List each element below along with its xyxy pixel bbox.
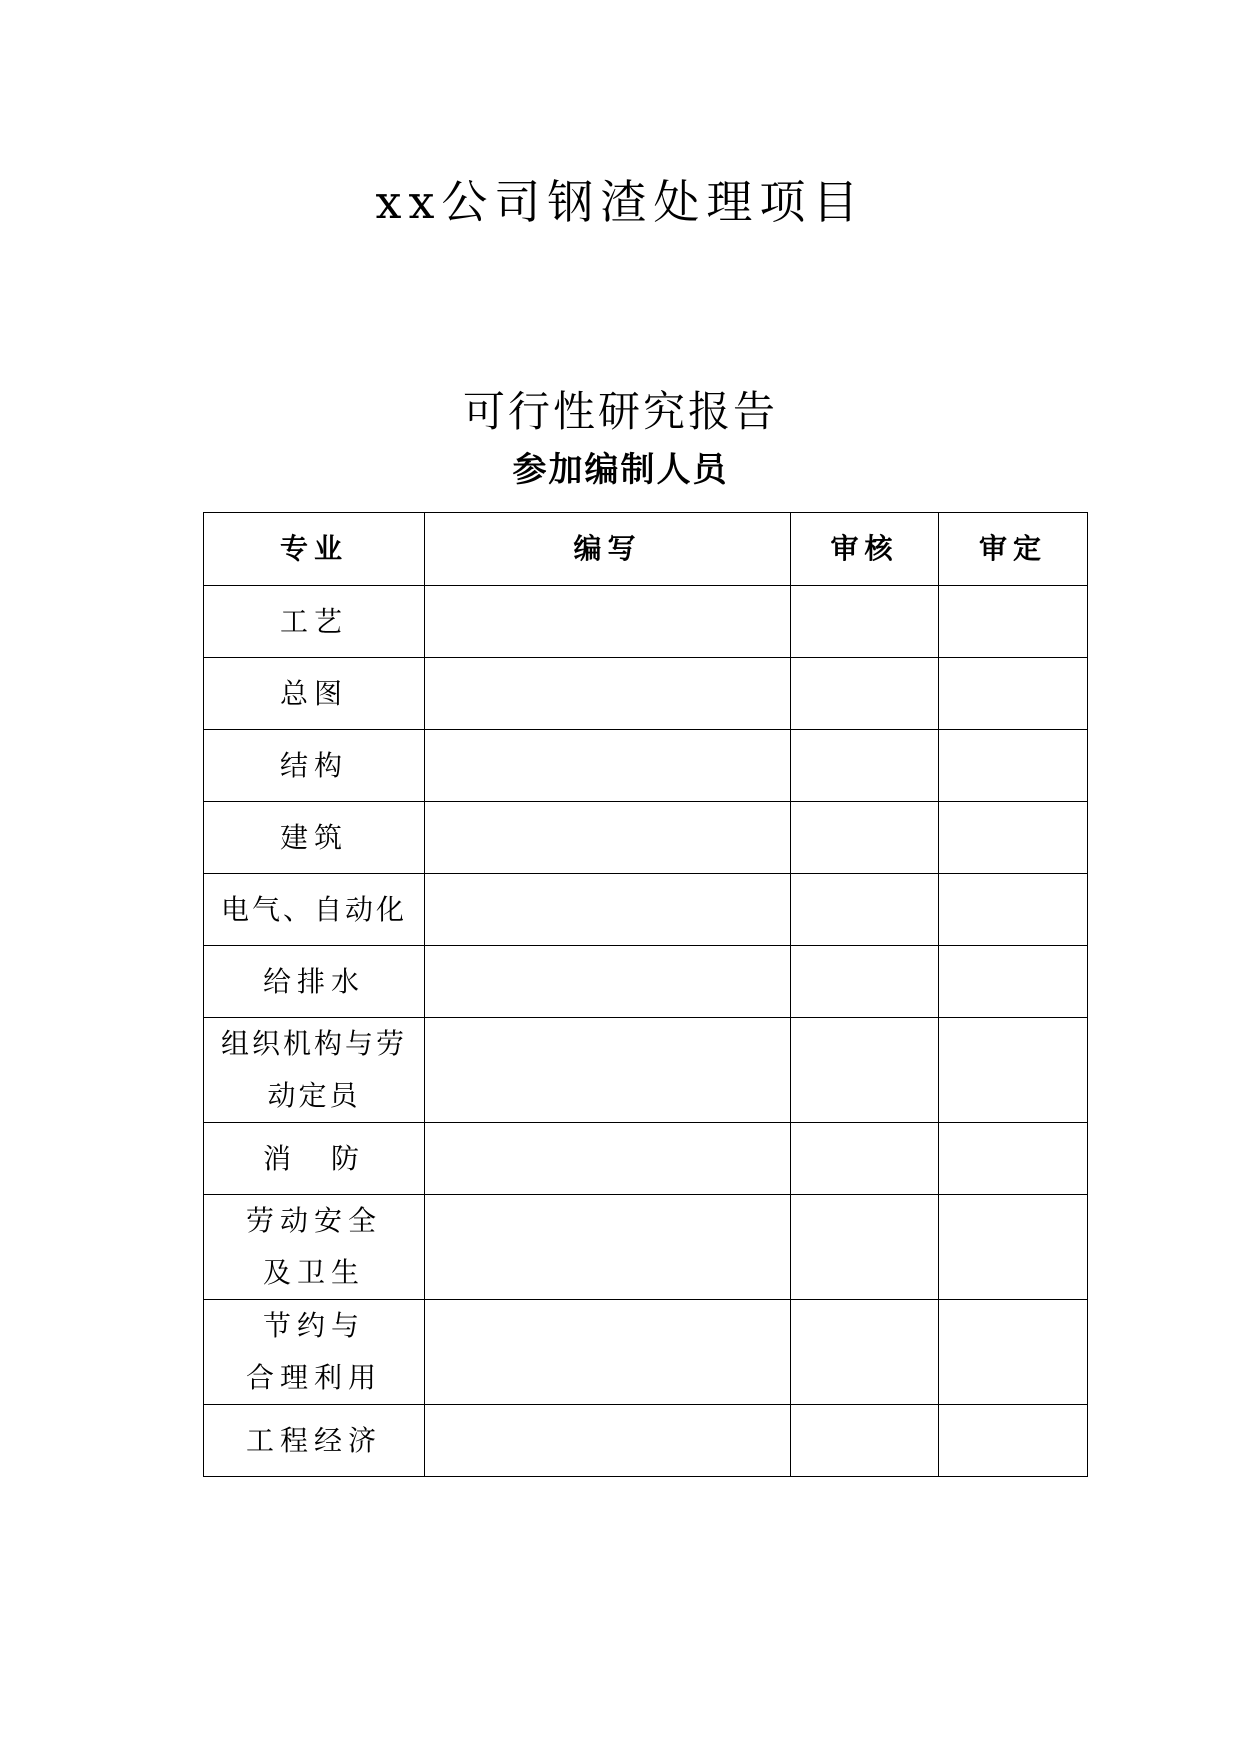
specialty-cell [204,1123,425,1195]
reviewer-cell [791,658,939,730]
table-row [204,1195,1088,1300]
approver-cell [939,1300,1088,1405]
approver-cell [939,1018,1088,1123]
approver-cell [939,1405,1088,1477]
specialty-cell [204,586,425,658]
specialty-label: 劳动安全 及卫生 [245,1204,382,1289]
table-row [204,730,1088,802]
specialty-label: 消 防 [262,1141,365,1175]
specialty-cell [204,658,425,730]
approver-cell [939,874,1088,946]
table-row [204,586,1088,658]
writer-cell [425,658,791,730]
specialty-cell [204,1300,425,1405]
writer-cell [425,1123,791,1195]
reviewer-cell [791,1018,939,1123]
approver-cell [939,802,1088,874]
table-row [204,1405,1088,1477]
table-row [204,802,1088,874]
header-approver: 审定 [939,513,1088,586]
approver-cell [939,586,1088,658]
specialty-label: 工艺 [279,604,348,638]
writer-cell [425,802,791,874]
writer-cell [425,730,791,802]
table-row [204,1123,1088,1195]
table-row [204,1300,1088,1405]
specialty-cell [204,874,425,946]
specialty-cell [204,1195,425,1300]
table-header-row [204,513,1088,586]
table-row [204,874,1088,946]
reviewer-cell [791,1405,939,1477]
specialty-label: 结构 [279,748,348,782]
header-reviewer: 审核 [791,513,939,586]
approver-cell [939,730,1088,802]
writer-cell [425,946,791,1018]
specialty-cell [204,1405,425,1477]
staff-section-heading: 参加编制人员 [512,450,729,490]
document-title: xx公司钢渣处理项目 [375,175,866,229]
writer-cell [425,874,791,946]
specialty-label: 节约与 合理利用 [245,1309,382,1394]
table-row [204,658,1088,730]
reviewer-cell [791,586,939,658]
staff-table [203,512,1088,1477]
reviewer-cell [791,802,939,874]
reviewer-cell [791,1123,939,1195]
specialty-label: 给排水 [262,964,365,998]
writer-cell [425,1405,791,1477]
specialty-label: 总图 [279,676,348,710]
header-specialty: 专业 [204,513,425,586]
reviewer-cell [791,730,939,802]
header-writer: 编写 [425,513,791,586]
reviewer-cell [791,874,939,946]
specialty-label: 建筑 [279,820,348,854]
table-row [204,946,1088,1018]
reviewer-cell [791,1300,939,1405]
writer-cell [425,1195,791,1300]
specialty-label: 组织机构与劳 动定员 [220,1027,407,1112]
table-row [204,1018,1088,1123]
writer-cell [425,1018,791,1123]
writer-cell [425,586,791,658]
approver-cell [939,658,1088,730]
reviewer-cell [791,1195,939,1300]
document-subtitle: 可行性研究报告 [462,387,778,436]
specialty-cell [204,802,425,874]
approver-cell [939,1195,1088,1300]
specialty-label: 电气、自动化 [220,892,407,926]
specialty-cell [204,1018,425,1123]
specialty-cell [204,946,425,1018]
reviewer-cell [791,946,939,1018]
writer-cell [425,1300,791,1405]
specialty-label: 工程经济 [245,1423,382,1457]
approver-cell [939,1123,1088,1195]
specialty-cell [204,730,425,802]
approver-cell [939,946,1088,1018]
